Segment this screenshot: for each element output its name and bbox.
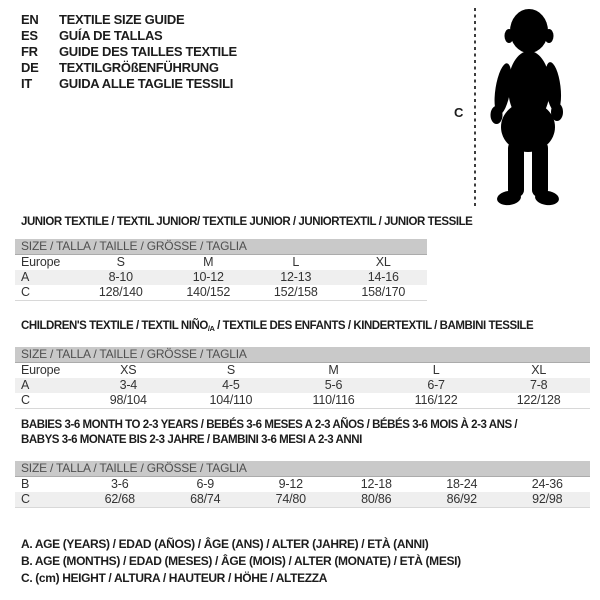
table-cell: XL [375,255,391,269]
table-cell: 24-36 [531,477,563,491]
language-code: ES [21,28,38,43]
table-cell: A [21,378,30,392]
language-label: TEXTILE SIZE GUIDE [59,12,185,27]
table-row [15,477,590,492]
children-title-suffix: / TEXTILE DES ENFANTS / KINDERTEXTIL / BAMBINI TESSILE [214,320,534,332]
table-cell: 9-12 [278,477,303,491]
language-label: GUIDE DES TAILLES TEXTILE [59,44,237,59]
children-section-title [21,320,533,333]
table-cell: XL [531,363,547,377]
language-label: GUÍA DE TALLAS [59,28,163,43]
table-cell: C [21,285,30,299]
table-cell: 86/92 [446,492,477,506]
size-header-bar: SIZE / TALLA / TAILLE / GRÖSSE / TAGLIA [15,347,590,363]
language-row [21,60,237,76]
table-cell: 104/110 [209,393,253,407]
babies-title-line2: BABYS 3-6 MONATE BIS 2-3 JAHRE / BAMBINI 3-6 MESI A 2-3 ANNI [21,433,362,446]
table-cell: M [328,363,339,377]
table-cell: 3-4 [119,378,138,392]
table-cell: 74/80 [275,492,306,506]
table-cell: 116/122 [414,393,458,407]
legend-line-a: A. AGE (YEARS) / EDAD (AÑOS) / ÂGE (ANS) / ALTER (JAHRE) / ETÀ (ANNI) [21,537,429,551]
table-row [15,255,427,270]
table-row [15,285,427,300]
table-cell: 7-8 [529,378,548,392]
table-cell: 6-7 [427,378,445,392]
language-code: IT [21,76,32,91]
language-code: FR [21,44,38,59]
table-cell: 92/98 [532,492,563,506]
height-measure-label: C [454,105,464,120]
table-row [15,492,590,507]
legend-line-c: C. (cm) HEIGHT / ALTURA / HAUTEUR / HÖHE / ALTEZZA [21,571,328,585]
table-cell: 98/104 [109,393,147,407]
table-cell: 158/170 [361,285,406,299]
language-list [21,12,237,92]
table-cell: 5-6 [324,378,343,392]
table-cell: 6-9 [196,477,214,491]
language-row [21,12,237,28]
table-cell: 4-5 [222,378,240,392]
language-row [21,28,237,44]
table-cell: A [21,270,30,284]
table-cell: 80/86 [361,492,392,506]
baby-silhouette-icon [479,5,575,207]
table-cell: L [432,363,440,377]
table-cell: XS [120,363,137,377]
table-cell: 110/116 [312,393,355,407]
children-title-sub: /A [207,324,215,333]
table-cell: B [21,477,30,491]
junior-size-table [15,239,427,301]
table-row [15,393,590,408]
table-cell: Europe [21,363,61,377]
table-cell: 12-13 [280,270,312,284]
babies-size-table [15,461,590,508]
children-title-prefix: CHILDREN'S TEXTILE / TEXTIL NIÑO [21,320,208,332]
table-cell: Europe [21,255,61,269]
junior-section-title: JUNIOR TEXTILE / TEXTIL JUNIOR/ TEXTILE JUNIOR / JUNIORTEXTIL / JUNIOR TESSILE [21,216,473,228]
babies-section-title [21,418,517,447]
table-cell: 3-6 [111,477,129,491]
language-label: GUIDA ALLE TAGLIE TESSILI [59,76,234,91]
table-cell: C [21,393,30,407]
table-cell: 8-10 [108,270,133,284]
table-cell: S [226,363,235,377]
language-label: TEXTILGRÖßENFÜHRUNG [59,60,219,75]
language-row [21,44,237,60]
legend-line-b: B. AGE (MONTHS) / EDAD (MESES) / ÂGE (MOIS) / ALTER (MONATE) / ETÀ (MESI) [21,554,461,568]
table-cell: 18-24 [446,477,478,491]
table-cell: C [21,492,30,506]
babies-title-line1: BABIES 3-6 MONTH TO 2-3 YEARS / BEBÉS 3-6 MESES A 2-3 AÑOS / BÉBÉS 3-6 MOIS À 2-3 ANS / [21,419,518,431]
language-row [21,76,237,92]
table-row [15,270,427,285]
height-measure-dotted-line [474,8,476,206]
children-size-table [15,347,590,409]
table-row [15,363,590,378]
table-cell: 68/74 [190,492,221,506]
table-row [15,378,590,393]
legend [21,536,461,587]
language-code: DE [21,60,39,75]
table-cell: 12-18 [360,477,392,491]
table-cell: 122/128 [516,393,561,407]
table-cell: M [203,255,214,269]
size-header-bar: SIZE / TALLA / TAILLE / GRÖSSE / TAGLIA [15,461,590,477]
table-cell: 10-12 [192,270,224,284]
table-cell: 152/158 [273,285,318,299]
table-cell: L [292,255,300,269]
table-cell: 140/152 [186,285,231,299]
size-header-bar: SIZE / TALLA / TAILLE / GRÖSSE / TAGLIA [15,239,427,255]
language-code: EN [21,12,39,27]
table-cell: 14-16 [367,270,399,284]
table-cell: 62/68 [104,492,135,506]
table-cell: S [116,255,125,269]
table-cell: 128/140 [98,285,143,299]
